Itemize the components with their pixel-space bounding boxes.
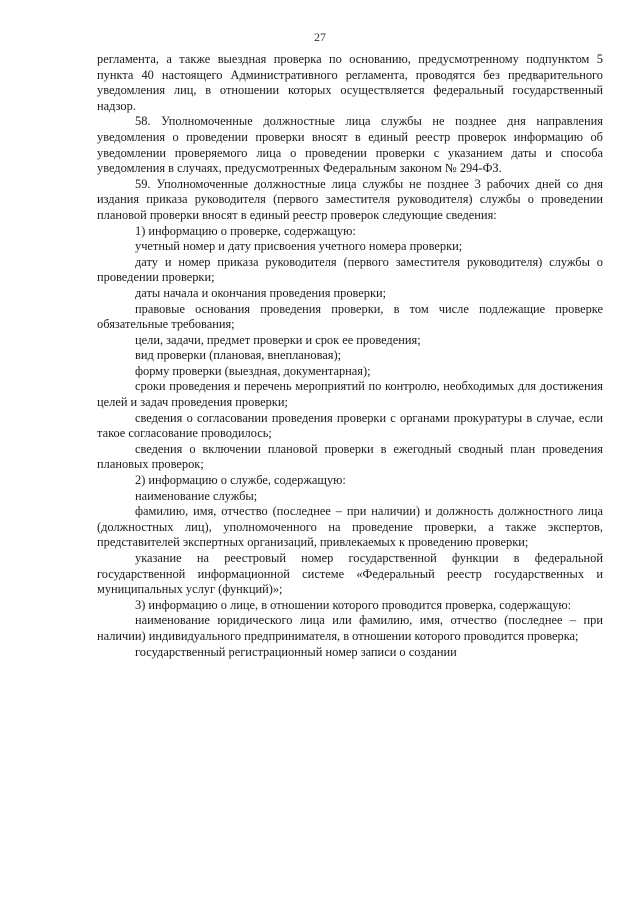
list-item: указание на реестровый номер государственной функции в федеральной государственной информационной системе «Федеральный реестр государственных и муниципальных услуг (функций)»; [97,551,603,597]
list-item: наименование службы; [135,488,258,503]
list-item: дату и номер приказа руководителя (первого заместителя руководителя) службы о проведении проверки; [97,254,603,285]
list-heading-service-info: 2) информацию о службе, содержащую: [135,473,346,488]
list-item: правовые основания проведения проверки, в том числе подлежащие проверке обязательные требования; [97,301,603,332]
list-item: сведения о согласовании проведения проверки с органами прокуратуры в случае, если такое согласование проводилось; [97,410,603,441]
paragraph-continuation: регламента, а также выездная проверка по основанию, предусмотренному подпунктом 5 пункта 40 настоящего Административного регламента, проводятся без предварительного уведомления лиц, в отношении которых осуществляется федеральный государственный надзор. [97,52,603,113]
document-body [97,52,603,660]
page-number: 27 [314,30,326,44]
list-item: наименование юридического лица или фамилию, имя, отчество (последнее – при наличии) индивидуального предпринимателя, в отношении которого проводится проверка; [97,613,603,643]
list-heading-person-info: 3) информацию о лице, в отношении которого проводится проверка, содержащую: [135,597,572,612]
list-item: сроки проведения и перечень мероприятий по контролю, необходимых для достижения целей и задач проведения проверки; [97,379,603,410]
list-item: учетный номер и дату присвоения учетного номера проверки; [135,239,463,254]
list-item: фамилию, имя, отчество (последнее – при наличии) и должность должностного лица (должностных лиц), уполномоченного на проведение проверки, а также экспертов, представителей экспертных организаций, привлекаемых к проведению проверки; [97,504,603,550]
paragraph-59: 59. Уполномоченные должностные лица службы не позднее 3 рабочих дней со дня издания приказа руководителя (первого заместителя руководителя) службы о проведении плановой проверки вносят в единый реестр проверок следующие сведения: [97,176,603,222]
paragraph-58: 58. Уполномоченные должностные лица службы не позднее дня направления уведомления о проведении проверки вносят в единый реестр проверок информацию об уведомлении проверяемого лица о проведении проверки с указанием даты и способа уведомления в случаях, предусмотренных Федеральным законом № 294-ФЗ. [97,114,603,176]
list-heading-check-info: 1) информацию о проверке, содержащую: [135,223,356,238]
list-item: даты начала и окончания проведения проверки; [135,285,387,300]
list-item: форму проверки (выездная, документарная); [135,363,371,378]
list-item: сведения о включении плановой проверки в ежегодный сводный план проведения плановых проверок; [97,441,603,472]
list-item: цели, задачи, предмет проверки и срок ее проведения; [135,332,421,347]
list-item: вид проверки (плановая, внеплановая); [135,348,342,363]
list-item: государственный регистрационный номер записи о создании [135,644,457,659]
